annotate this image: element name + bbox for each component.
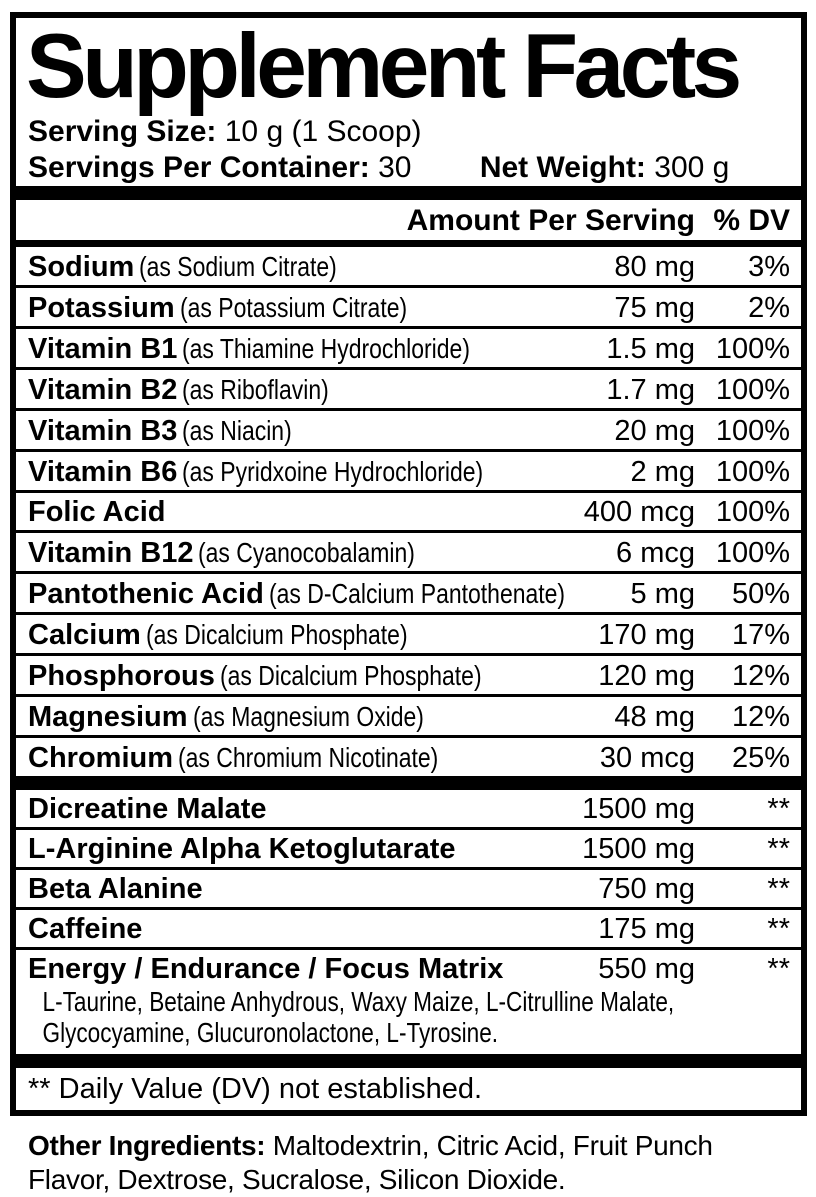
nutrient-row <box>16 656 801 697</box>
nutrient-amount: 170 mg <box>598 619 695 651</box>
nutrient-dv: 3% <box>748 251 790 283</box>
nutrient-row <box>16 533 801 574</box>
blend-name: Dicreatine Malate <box>28 793 267 825</box>
nutrient-amount: 75 mg <box>614 292 695 324</box>
section-divider-bar <box>16 186 801 200</box>
nutrient-row <box>16 452 801 493</box>
blend-amount: 750 mg <box>598 873 695 905</box>
nutrient-dv: 17% <box>731 619 790 651</box>
blend-amount: 175 mg <box>598 913 695 945</box>
blend-row <box>16 790 801 830</box>
nutrient-name: Vitamin B1 <box>28 333 178 365</box>
blend-name: Caffeine <box>28 913 143 945</box>
blend-dv: ** <box>767 953 790 985</box>
blend-amount: 1500 mg <box>582 833 695 865</box>
nutrient-dv: 12% <box>731 701 790 733</box>
other-ingredients <box>28 1129 802 1197</box>
nutrient-dv: 100% <box>715 333 790 365</box>
nutrient-amount: 120 mg <box>598 660 695 692</box>
nutrient-dv: 100% <box>715 374 790 406</box>
nutrient-row <box>16 288 801 329</box>
nutrient-source: (as Niacin) <box>182 415 293 446</box>
nutrient-row <box>16 615 801 656</box>
amount-per-serving-header: Amount Per Serving <box>406 204 695 237</box>
nutrient-name: Magnesium <box>28 701 188 733</box>
other-ingredients-label: Other Ingredients: <box>28 1130 266 1161</box>
nutrient-source: (as Potassium Citrate) <box>179 292 407 323</box>
table-header <box>16 200 801 240</box>
other-ingredients-value: Maltodextrin, Citric Acid, Fruit Punch Flavor, Dextrose, Sucralose, Silicon Dioxide. <box>28 1130 713 1195</box>
nutrient-dv: 100% <box>715 537 790 569</box>
nutrient-source: (as Cyanocobalamin) <box>198 537 416 568</box>
nutrient-source: (as Magnesium Oxide) <box>192 701 424 732</box>
nutrient-row <box>16 370 801 411</box>
nutrient-row <box>16 738 801 776</box>
section-divider-bar <box>16 1054 801 1068</box>
supplement-facts-panel <box>10 12 807 1116</box>
nutrient-row <box>16 697 801 738</box>
blend-dv: ** <box>767 793 790 825</box>
matrix-block <box>16 950 801 1054</box>
nutrient-amount: 30 mcg <box>599 742 695 774</box>
blend-name: Beta Alanine <box>28 873 203 905</box>
nutrient-source: (as D-Calcium Pantothenate) <box>268 578 565 609</box>
blend-name: Energy / Endurance / Focus Matrix <box>28 953 504 985</box>
nutrient-amount: 2 mg <box>630 456 695 488</box>
nutrient-source: (as Pyridxoine Hydrochloride) <box>182 456 484 487</box>
nutrient-name: Vitamin B12 <box>28 537 194 569</box>
nutrient-dv: 25% <box>731 742 790 774</box>
blend-amount: 1500 mg <box>582 793 695 825</box>
blend-row <box>16 870 801 910</box>
nutrient-amount: 1.5 mg <box>606 333 695 365</box>
section-divider-bar <box>16 776 801 790</box>
nutrient-name: Vitamin B3 <box>28 415 178 447</box>
nutrient-name: Potassium <box>28 292 175 324</box>
nutrient-amount: 400 mcg <box>583 496 695 528</box>
blend-row <box>16 830 801 870</box>
blend-name: L-Arginine Alpha Ketoglutarate <box>28 833 456 865</box>
servings-per-container-label: Servings Per Container: <box>28 151 370 184</box>
nutrient-dv: 2% <box>748 292 790 324</box>
nutrient-name: Vitamin B2 <box>28 374 178 406</box>
nutrient-name: Sodium <box>28 251 135 283</box>
nutrient-source: (as Chromium Nicotinate) <box>178 742 439 773</box>
nutrient-source: (as Thiamine Hydrochloride) <box>182 333 471 364</box>
nutrient-row <box>16 247 801 288</box>
nutrient-amount: 5 mg <box>630 578 695 610</box>
nutrient-amount: 48 mg <box>614 701 695 733</box>
nutrient-dv: 100% <box>715 415 790 447</box>
panel-title: Supplement Facts <box>26 16 738 117</box>
nutrient-row <box>16 411 801 452</box>
servings-per-container-line <box>28 150 790 186</box>
blend-dv: ** <box>767 833 790 865</box>
nutrient-name: Vitamin B6 <box>28 456 178 488</box>
matrix-sub-ingredients: L-Taurine, Betaine Anhydrous, Waxy Maize, L-Citrulline Malate, Glycocyamine, Glucuronolactone, L-Tyrosine. <box>42 986 675 1048</box>
serving-size-label: Serving Size: <box>28 115 217 148</box>
nutrient-name: Folic Acid <box>28 496 166 528</box>
nutrients-section <box>16 247 801 776</box>
servings-per-container-value: 30 <box>378 151 412 184</box>
net-weight-label: Net Weight: <box>479 151 646 184</box>
header-divider-bar <box>16 240 801 247</box>
dv-footnote: ** Daily Value (DV) not established. <box>28 1073 483 1105</box>
blend-row <box>16 910 801 950</box>
serving-size-line <box>28 114 790 150</box>
nutrient-name: Phosphorous <box>28 660 215 692</box>
blend-amount: 550 mg <box>598 953 695 985</box>
serving-info <box>16 112 801 186</box>
nutrient-amount: 6 mcg <box>616 537 695 569</box>
serving-size-value: 10 g (1 Scoop) <box>224 115 422 148</box>
nutrient-source: (as Dicalcium Phosphate) <box>219 660 482 691</box>
nutrient-source: (as Riboflavin) <box>182 374 330 405</box>
nutrient-amount: 1.7 mg <box>606 374 695 406</box>
net-weight-value: 300 g <box>654 151 730 184</box>
nutrient-dv: 50% <box>731 578 790 610</box>
nutrient-row <box>16 329 801 370</box>
nutrient-name: Calcium <box>28 619 141 651</box>
nutrient-dv: 12% <box>731 660 790 692</box>
nutrient-row <box>16 574 801 615</box>
nutrient-amount: 80 mg <box>614 251 695 283</box>
blend-dv: ** <box>767 873 790 905</box>
nutrient-row <box>16 493 801 533</box>
percent-dv-header: % DV <box>713 204 790 237</box>
nutrient-name: Pantothenic Acid <box>28 578 264 610</box>
blend-section <box>16 790 801 1054</box>
nutrient-name: Chromium <box>28 742 173 774</box>
nutrient-source: (as Sodium Citrate) <box>139 251 338 282</box>
nutrient-dv: 100% <box>715 496 790 528</box>
blend-dv: ** <box>767 913 790 945</box>
nutrient-amount: 20 mg <box>614 415 695 447</box>
blend-row <box>28 950 790 985</box>
nutrient-dv: 100% <box>715 456 790 488</box>
nutrient-source: (as Dicalcium Phosphate) <box>145 619 408 650</box>
